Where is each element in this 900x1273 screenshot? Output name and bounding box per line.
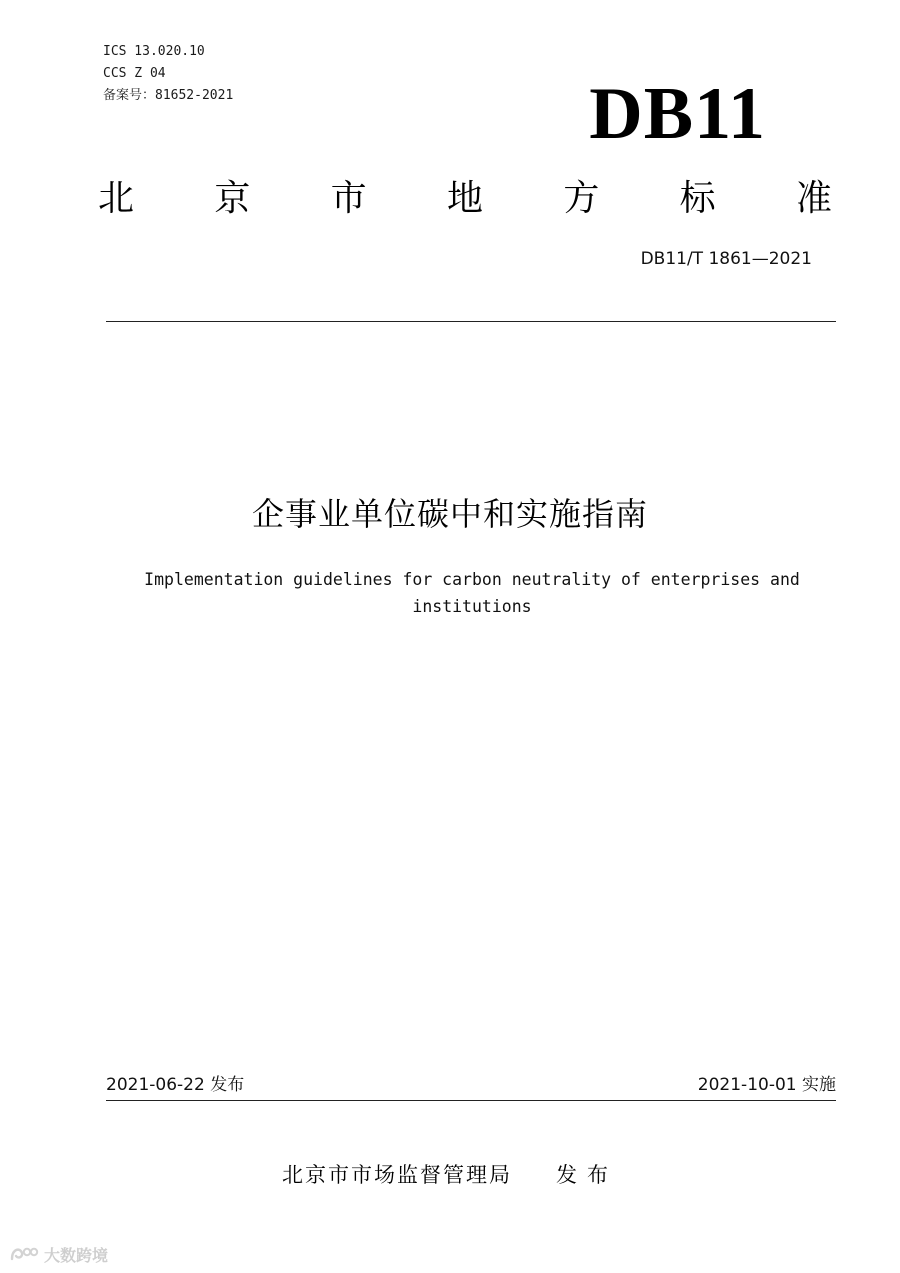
standard-type-heading <box>98 170 832 220</box>
issuer-line <box>0 1160 900 1190</box>
standard-type-char: 地 <box>446 177 483 219</box>
standard-type-char: 方 <box>563 177 600 219</box>
standard-code: DB11/T 1861—2021 <box>640 249 812 269</box>
watermark-logo-icon <box>8 1243 40 1265</box>
filing-number: 备案号：81652-2021 <box>103 88 234 103</box>
implementation-date: 2021-10-01 实施 <box>697 1075 836 1095</box>
db11-logo: DB11 <box>589 73 766 155</box>
standard-type-char: 北 <box>98 177 135 219</box>
ccs-code: CCS Z 04 <box>103 66 166 81</box>
bottom-divider <box>106 1100 836 1101</box>
ics-code: ICS 13.020.10 <box>103 44 205 59</box>
standard-type-char: 京 <box>214 177 251 219</box>
issuer-action: 发布 <box>556 1163 618 1187</box>
standard-type-char: 准 <box>795 177 832 219</box>
issue-date: 2021-06-22 发布 <box>106 1075 245 1095</box>
standard-type-char: 标 <box>679 177 716 219</box>
standard-type-char: 市 <box>330 177 367 219</box>
watermark <box>8 1242 108 1266</box>
document-title-english: Implementation guidelines for carbon neutrality of enterprises and institutions <box>144 570 800 616</box>
watermark-text: 大数跨境 <box>44 1245 109 1265</box>
top-divider <box>106 321 836 322</box>
issuer-name: 北京市市场监督管理局 <box>282 1163 512 1187</box>
document-title-chinese: 企事业单位碳中和实施指南 <box>251 495 648 533</box>
